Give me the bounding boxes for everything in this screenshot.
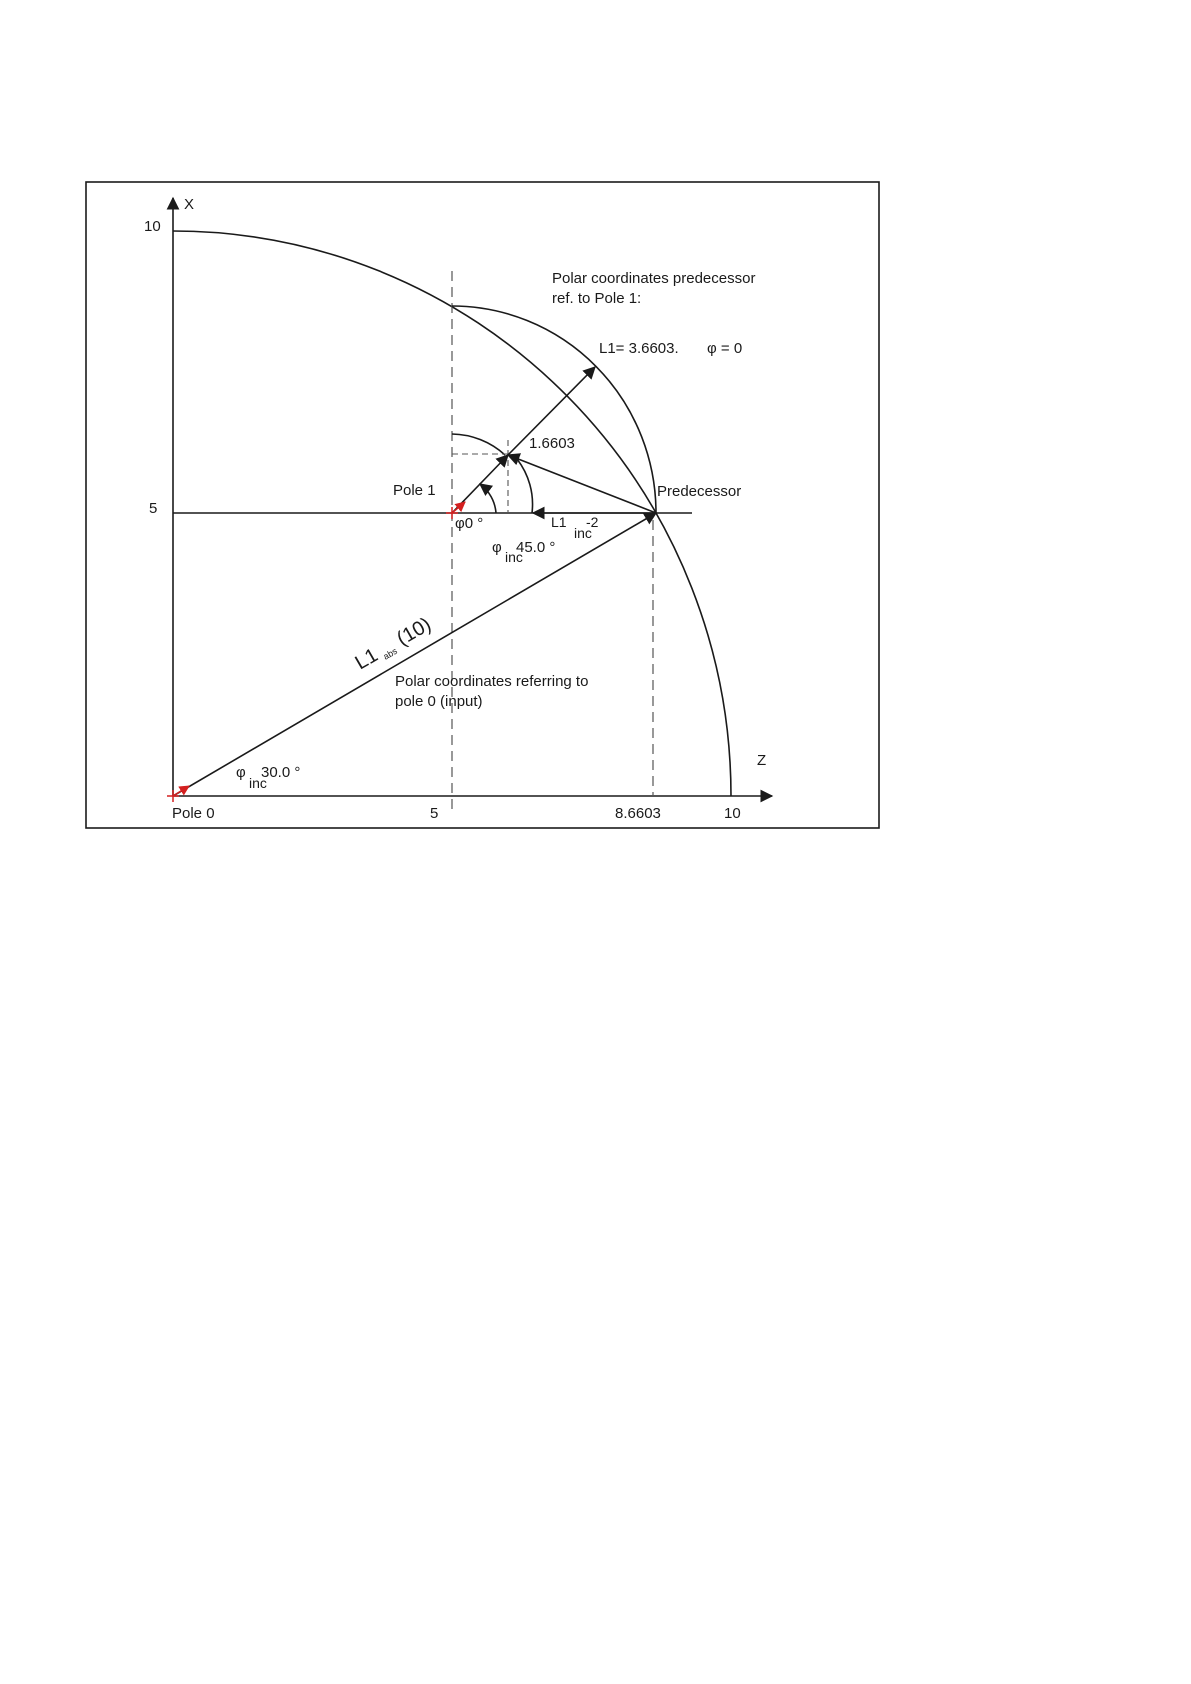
phi-inc-45-sub: inc: [505, 549, 523, 565]
tick-x-10: 10: [144, 218, 161, 235]
polar-pred-line1: Polar coordinates predecessor: [552, 270, 756, 287]
phi-inc-30-symbol: φ: [236, 764, 246, 781]
pole0-label: Pole 0: [172, 805, 215, 822]
tick-z-5: 5: [430, 805, 439, 822]
polar-pred-line2: ref. to Pole 1:: [552, 290, 642, 307]
vector-l1-abs: [173, 513, 656, 796]
tick-z-86603: 8.6603: [615, 805, 661, 822]
l1-inc-main: L1: [551, 514, 567, 530]
l1-abs-main: L1: [351, 644, 382, 675]
l1-value-label: L1= 3.6603.: [599, 340, 679, 357]
polar-pole0-line2: pole 0 (input): [395, 693, 483, 710]
phi-value-label: φ = 0: [707, 340, 743, 357]
arc-phi0-arrow: [480, 484, 496, 513]
pole0-marker: [167, 786, 189, 802]
tick-z-10: 10: [724, 805, 741, 822]
polar-pole0-line1: Polar coordinates referring to: [395, 673, 589, 690]
predecessor-label: Predecessor: [657, 483, 742, 500]
l1-abs-value: (10): [393, 613, 435, 651]
x-axis-label: X: [184, 196, 195, 213]
dist-16603-label: 1.6603: [529, 435, 575, 452]
l1-inc-sub: inc: [574, 525, 592, 541]
l1-inc-value: -2: [586, 514, 599, 530]
z-axis-label: Z: [757, 752, 767, 769]
phi-inc-45-value: 45.0 °: [516, 539, 556, 556]
pole1-label: Pole 1: [393, 482, 436, 499]
phi0-label: φ0 °: [455, 515, 484, 532]
arc-phi-inc-45: [517, 459, 533, 513]
diagram-frame: [86, 182, 879, 828]
tick-x-5: 5: [149, 500, 158, 517]
phi-inc-45-symbol: φ: [492, 539, 502, 556]
vector-pole1-45: [452, 455, 508, 513]
phi-inc-30-value: 30.0 °: [261, 764, 301, 781]
l1-abs-sub: abs: [381, 645, 399, 662]
phi-inc-30-sub: inc: [249, 775, 267, 791]
arc-small-pole1: [452, 434, 505, 455]
